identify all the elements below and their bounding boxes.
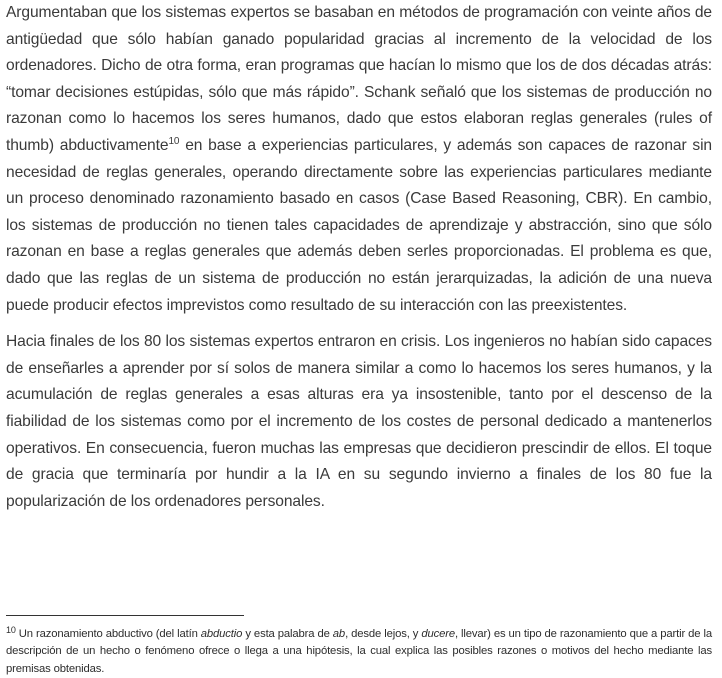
footnote-term-ab: ab (332, 628, 346, 640)
footnote-reference[interactable]: 10 (168, 135, 180, 147)
footnote-separator (6, 615, 244, 616)
footnote-text-1: Un razonamiento abductivo (del latín (15, 628, 201, 640)
footnote (6, 626, 712, 678)
footnote-term-ducere: ducere (421, 628, 455, 640)
footnote-term-abductio: abductio (200, 628, 243, 640)
footnote-text-3: , desde lejos, y (345, 628, 422, 640)
footnote-text-4: , llevar) es un tipo de razonamiento que a partir de la descripción de un hecho o fenómeno ofrece o llega a una hipótesis, la cual explica las posibles razones o motivos del hecho mediante las premisas obtenidas. (6, 628, 712, 675)
footnote-number: 10 (6, 625, 16, 635)
footnote-text-2: y esta palabra de (242, 628, 333, 640)
paragraph-2: Hacia finales de los 80 los sistemas expertos entraron en crisis. Los ingenieros no habían sido capaces de enseñarles a aprender por sí solos de manera similar a como lo hacemos los seres humanos, y la acumulación de reglas generales a esas alturas era ya insostenible, tanto por el descenso de la fiabilidad de los sistemas como por el incremento de los costes de personal dedicado a mantenerlos operativos. En consecuencia, fueron muchas las empresas que decidieron prescindir de ellos. El toque de gracia que terminaría por hundir a la IA en su segundo invierno a finales de los 80 fue la popularización de los ordenadores personales. (6, 333, 712, 510)
paragraph-1-text-a: Argumentaban que los sistemas expertos se basaban en métodos de programación con veinte años de antigüedad que sólo habían ganado popularidad gracias al incremento de la velocidad de los ordenadores. Dicho de otra forma, eran programas que hacían lo mismo que los de dos décadas atrás: “tomar decisiones estúpidas, sólo que más rápido”. Schank señaló que los sistemas de producción no razonan como lo hacemos los seres humanos, dado que estos elaboran reglas generales (rules of thumb) abductivamente (6, 4, 712, 154)
document-body (6, 0, 712, 515)
paragraph-1 (6, 0, 712, 319)
paragraph-1-text-b: en base a experiencias particulares, y además son capaces de razonar sin necesidad de reglas generales, operando directamente sobre las experiencias particulares mediante un proceso denominado razonamiento basado en casos (Case Based Reasoning, CBR). En cambio, los sistemas de producción no tienen tales capacidades de aprendizaje y abstracción, sino que sólo razonan en base a reglas generales que además deben serles proporcionadas. El problema es que, dado que las reglas de un sistema de producción no están jerarquizadas, la adición de una nueva puede producir efectos imprevistos como resultado de su interacción con las preexistentes. (6, 136, 713, 314)
